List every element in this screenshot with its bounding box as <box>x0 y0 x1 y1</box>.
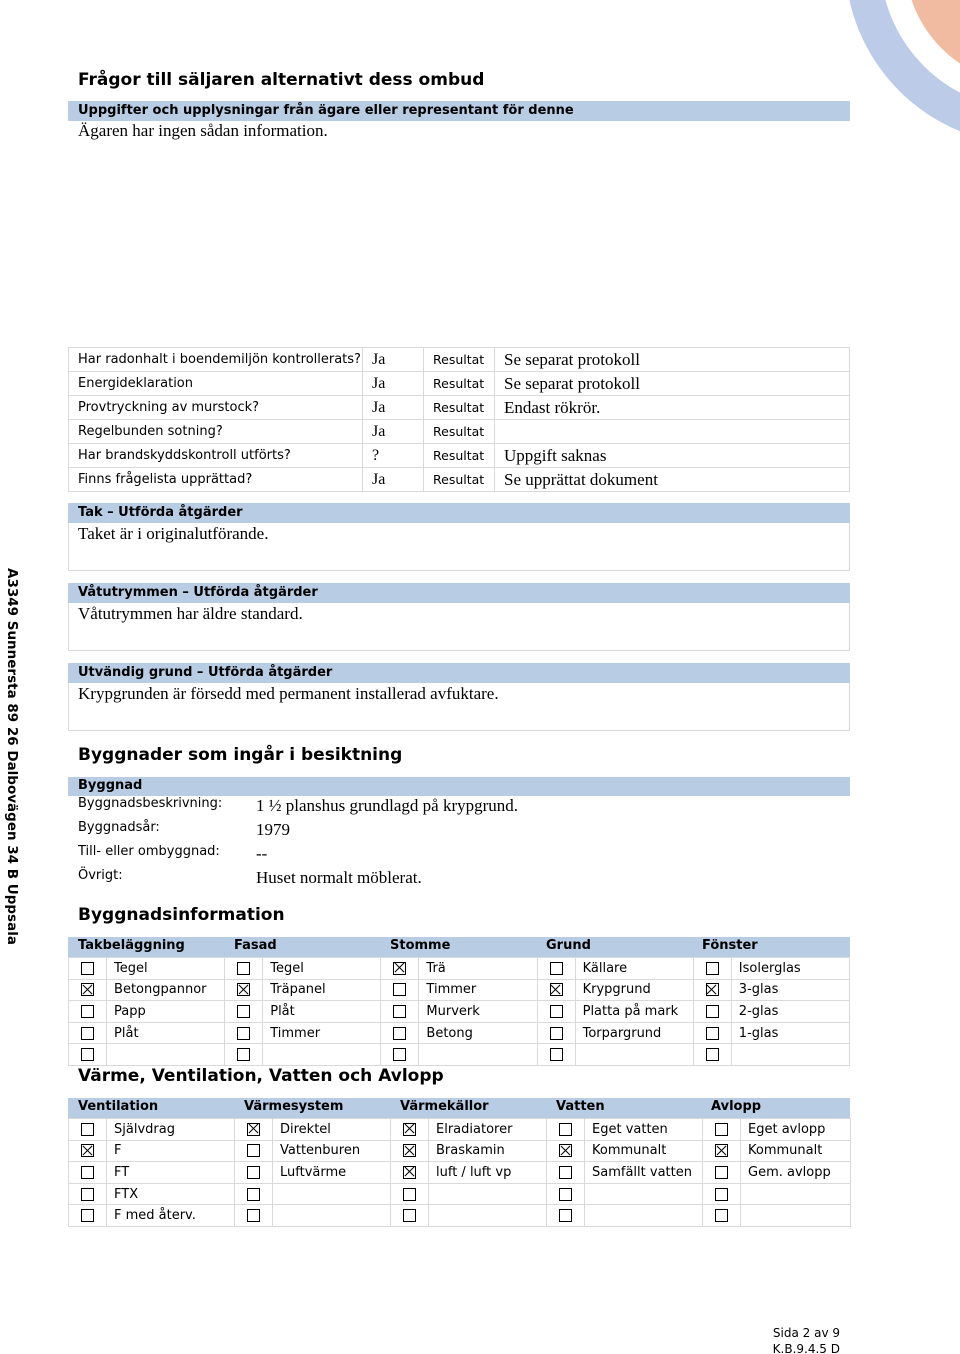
checkbox-cell <box>381 979 419 1001</box>
option-label: Plåt <box>107 1022 225 1044</box>
checkbox-cell <box>693 1001 731 1023</box>
checkbox-cell <box>225 1001 263 1023</box>
column-header: Fasad <box>234 938 277 953</box>
building-info-grid <box>68 957 850 1066</box>
checkbox-cell <box>69 1022 107 1044</box>
table-row <box>69 979 850 1001</box>
unchecked-checkbox[interactable] <box>715 1123 728 1136</box>
building-year-row <box>78 820 160 842</box>
checkbox-cell <box>703 1162 741 1184</box>
building-info-title: Byggnadsinformation <box>78 905 285 925</box>
table-row <box>69 468 850 492</box>
foundation-box <box>68 683 850 731</box>
option-label: Tegel <box>107 958 225 980</box>
option-label: Vattenburen <box>273 1140 391 1162</box>
column-header: Grund <box>546 938 591 953</box>
checkbox-cell <box>391 1119 429 1141</box>
question-answer: Ja <box>363 396 424 420</box>
checkbox-cell <box>693 958 731 980</box>
checked-checkbox[interactable] <box>247 1123 260 1136</box>
checked-checkbox[interactable] <box>403 1144 416 1157</box>
unchecked-checkbox[interactable] <box>706 1027 719 1040</box>
checkbox-cell <box>235 1183 273 1205</box>
page-title: Frågor till säljaren alternativt dess ombud <box>78 70 485 90</box>
unchecked-checkbox[interactable] <box>81 1123 94 1136</box>
checkbox-cell <box>703 1183 741 1205</box>
option-label: FTX <box>107 1183 235 1205</box>
option-label <box>585 1183 703 1205</box>
checkbox-cell <box>69 1119 107 1141</box>
unchecked-checkbox[interactable] <box>559 1188 572 1201</box>
result-label: Resultat <box>424 348 495 372</box>
unchecked-checkbox[interactable] <box>81 1005 94 1018</box>
table-row <box>69 1022 850 1044</box>
heating-title: Värme, Ventilation, Vatten och Avlopp <box>78 1066 444 1086</box>
checked-checkbox[interactable] <box>706 983 719 996</box>
option-label: Betongpannor <box>107 979 225 1001</box>
checkbox-cell <box>391 1205 429 1227</box>
wetroom-text: Våtutrymmen har äldre standard. <box>78 604 303 623</box>
roof-box <box>68 523 850 571</box>
unchecked-checkbox[interactable] <box>550 1005 563 1018</box>
unchecked-checkbox[interactable] <box>393 983 406 996</box>
result-label: Resultat <box>424 444 495 468</box>
question-label: Regelbunden sotning? <box>69 420 363 444</box>
checkbox-cell <box>235 1119 273 1141</box>
checkbox-cell <box>235 1205 273 1227</box>
option-label: 3-glas <box>731 979 849 1001</box>
unchecked-checkbox[interactable] <box>237 1027 250 1040</box>
table-row <box>69 372 850 396</box>
unchecked-checkbox[interactable] <box>81 1209 94 1222</box>
option-label: Tegel <box>263 958 381 980</box>
table-row <box>69 1205 851 1227</box>
unchecked-checkbox[interactable] <box>393 1005 406 1018</box>
checkbox-cell <box>381 958 419 980</box>
question-answer: Ja <box>363 420 424 444</box>
checkbox-cell <box>69 958 107 980</box>
checkbox-cell <box>537 979 575 1001</box>
checkbox-cell <box>547 1162 585 1184</box>
unchecked-checkbox[interactable] <box>706 1048 719 1061</box>
unchecked-checkbox[interactable] <box>81 962 94 975</box>
option-label <box>731 1044 849 1066</box>
building-field-value: -- <box>256 844 268 863</box>
option-label <box>419 1044 537 1066</box>
checkbox-cell <box>703 1140 741 1162</box>
checkbox-cell <box>547 1183 585 1205</box>
result-label: Resultat <box>424 420 495 444</box>
unchecked-checkbox[interactable] <box>247 1209 260 1222</box>
checkbox-cell <box>69 1183 107 1205</box>
option-label <box>429 1205 547 1227</box>
result-value: Se upprättat dokument <box>495 468 850 492</box>
unchecked-checkbox[interactable] <box>247 1166 260 1179</box>
question-label: Energideklaration <box>69 372 363 396</box>
column-header: Fönster <box>702 938 758 953</box>
unchecked-checkbox[interactable] <box>393 1048 406 1061</box>
checkbox-cell <box>547 1119 585 1141</box>
checked-checkbox[interactable] <box>81 1144 94 1157</box>
checkbox-cell <box>69 1162 107 1184</box>
result-value: Endast rökrör. <box>495 396 850 420</box>
checkbox-cell <box>235 1162 273 1184</box>
unchecked-checkbox[interactable] <box>403 1188 416 1201</box>
checkbox-cell <box>69 1205 107 1227</box>
option-label: FT <box>107 1162 235 1184</box>
option-label: 1-glas <box>731 1022 849 1044</box>
result-value: Se separat protokoll <box>495 348 850 372</box>
unchecked-checkbox[interactable] <box>715 1188 728 1201</box>
checked-checkbox[interactable] <box>559 1144 572 1157</box>
option-label: Timmer <box>263 1022 381 1044</box>
seller-questions-table <box>68 347 850 492</box>
checkbox-cell <box>381 1001 419 1023</box>
unchecked-checkbox[interactable] <box>237 1005 250 1018</box>
option-label: Elradiatorer <box>429 1119 547 1141</box>
building-description-row <box>78 796 222 818</box>
table-row <box>69 1119 851 1141</box>
heating-header <box>68 1098 850 1118</box>
checkbox-cell <box>225 1044 263 1066</box>
unchecked-checkbox[interactable] <box>559 1123 572 1136</box>
checkbox-cell <box>381 1022 419 1044</box>
wetroom-box <box>68 603 850 651</box>
foundation-header: Utvändig grund – Utförda åtgärder <box>68 663 850 683</box>
question-label: Finns frågelista upprättad? <box>69 468 363 492</box>
checkbox-cell <box>547 1140 585 1162</box>
checkbox-cell <box>537 1022 575 1044</box>
unchecked-checkbox[interactable] <box>81 1048 94 1061</box>
table-row <box>69 444 850 468</box>
checkbox-cell <box>547 1205 585 1227</box>
unchecked-checkbox[interactable] <box>550 1048 563 1061</box>
option-label: Kommunalt <box>741 1140 851 1162</box>
checkbox-cell <box>391 1183 429 1205</box>
unchecked-checkbox[interactable] <box>550 1027 563 1040</box>
checkbox-cell <box>69 1001 107 1023</box>
question-label: Har brandskyddskontroll utförts? <box>69 444 363 468</box>
table-row <box>69 348 850 372</box>
side-address-label: A3349 Sunnersta 89 26 Dalbovägen 34 B Uppsala <box>4 568 20 945</box>
table-row <box>69 1183 851 1205</box>
table-row <box>69 420 850 444</box>
table-row <box>69 1140 851 1162</box>
option-label: Krypgrund <box>575 979 693 1001</box>
option-label: Luftvärme <box>273 1162 391 1184</box>
checkbox-cell <box>69 979 107 1001</box>
checkbox-cell <box>703 1205 741 1227</box>
column-header: Avlopp <box>711 1099 762 1114</box>
unchecked-checkbox[interactable] <box>247 1144 260 1157</box>
checked-checkbox[interactable] <box>403 1166 416 1179</box>
option-label: Papp <box>107 1001 225 1023</box>
option-label <box>585 1205 703 1227</box>
building-field-value: 1 ½ planshus grundlagd på krypgrund. <box>256 796 519 815</box>
question-answer: ? <box>363 444 424 468</box>
question-answer: Ja <box>363 372 424 396</box>
checked-checkbox[interactable] <box>393 962 406 975</box>
unchecked-checkbox[interactable] <box>715 1209 728 1222</box>
unchecked-checkbox[interactable] <box>559 1209 572 1222</box>
option-label: 2-glas <box>731 1001 849 1023</box>
option-label: Braskamin <box>429 1140 547 1162</box>
checked-checkbox[interactable] <box>81 983 94 996</box>
question-answer: Ja <box>363 468 424 492</box>
option-label: Träpanel <box>263 979 381 1001</box>
option-label <box>263 1044 381 1066</box>
checkbox-cell <box>69 1140 107 1162</box>
result-label: Resultat <box>424 396 495 420</box>
result-label: Resultat <box>424 468 495 492</box>
unchecked-checkbox[interactable] <box>403 1209 416 1222</box>
unchecked-checkbox[interactable] <box>706 962 719 975</box>
checkbox-cell <box>225 1022 263 1044</box>
document-code: K.B.9.4.5 D <box>772 1342 840 1354</box>
building-other-row <box>78 868 123 890</box>
option-label: Eget vatten <box>585 1119 703 1141</box>
checkbox-cell <box>703 1119 741 1141</box>
checkbox-cell <box>693 1044 731 1066</box>
building-field-label: Övrigt: <box>78 868 123 883</box>
checkbox-cell <box>537 1044 575 1066</box>
checkbox-cell <box>693 979 731 1001</box>
checked-checkbox[interactable] <box>715 1144 728 1157</box>
result-value: Uppgift saknas <box>495 444 850 468</box>
checkbox-cell <box>537 1001 575 1023</box>
option-label: Plåt <box>263 1001 381 1023</box>
roof-text: Taket är i originalutförande. <box>78 524 269 543</box>
checkbox-cell <box>693 1022 731 1044</box>
checkbox-cell <box>381 1044 419 1066</box>
building-info-header <box>68 937 850 957</box>
option-label: Platta på mark <box>575 1001 693 1023</box>
option-label <box>429 1183 547 1205</box>
checkbox-cell <box>537 958 575 980</box>
option-label <box>741 1205 851 1227</box>
owner-info-text: Ägaren har ingen sådan information. <box>78 121 328 140</box>
result-value <box>495 420 850 444</box>
table-row <box>69 958 850 980</box>
checked-checkbox[interactable] <box>403 1123 416 1136</box>
option-label: Isolerglas <box>731 958 849 980</box>
checkbox-cell <box>225 979 263 1001</box>
option-label: Torpargrund <box>575 1022 693 1044</box>
column-header: Takbeläggning <box>78 938 185 953</box>
unchecked-checkbox[interactable] <box>81 1166 94 1179</box>
column-header: Värmesystem <box>244 1099 344 1114</box>
checkbox-cell <box>235 1140 273 1162</box>
unchecked-checkbox[interactable] <box>237 962 250 975</box>
result-label: Resultat <box>424 372 495 396</box>
option-label <box>107 1044 225 1066</box>
option-label: Gem. avlopp <box>741 1162 851 1184</box>
column-header: Ventilation <box>78 1099 159 1114</box>
option-label: Självdrag <box>107 1119 235 1141</box>
column-header: Stomme <box>390 938 451 953</box>
unchecked-checkbox[interactable] <box>81 1188 94 1201</box>
column-header: Värmekällor <box>400 1099 489 1114</box>
option-label: Timmer <box>419 979 537 1001</box>
checkbox-cell <box>391 1162 429 1184</box>
unchecked-checkbox[interactable] <box>706 1005 719 1018</box>
option-label: luft / luft vp <box>429 1162 547 1184</box>
heating-grid <box>68 1118 851 1227</box>
checkbox-cell <box>69 1044 107 1066</box>
table-row <box>69 1001 850 1023</box>
question-label: Har radonhalt i boendemiljön kontrollerats? <box>69 348 363 372</box>
option-label <box>575 1044 693 1066</box>
table-row <box>69 396 850 420</box>
option-label: Direktel <box>273 1119 391 1141</box>
page-number: Sida 2 av 9 <box>772 1326 840 1340</box>
checkbox-cell <box>391 1140 429 1162</box>
question-answer: Ja <box>363 348 424 372</box>
unchecked-checkbox[interactable] <box>247 1188 260 1201</box>
owner-info-header: Uppgifter och upplysningar från ägare eller representant för denne <box>68 101 850 121</box>
option-label: Kommunalt <box>585 1140 703 1162</box>
building-extension-row <box>78 844 220 866</box>
option-label: Eget avlopp <box>741 1119 851 1141</box>
option-label: Betong <box>419 1022 537 1044</box>
building-field-value: 1979 <box>256 820 290 839</box>
result-value: Se separat protokoll <box>495 372 850 396</box>
checkbox-cell <box>225 958 263 980</box>
option-label: Samfällt vatten <box>585 1162 703 1184</box>
question-label: Provtryckning av murstock? <box>69 396 363 420</box>
table-row <box>69 1044 850 1066</box>
building-field-value: Huset normalt möblerat. <box>256 868 422 887</box>
building-field-label: Byggnadsbeskrivning: <box>78 796 223 811</box>
wetroom-header: Våtutrymmen – Utförda åtgärder <box>68 583 850 603</box>
option-label: F med återv. <box>107 1205 235 1227</box>
option-label: F <box>107 1140 235 1162</box>
building-field-label: Byggnadsår: <box>78 820 160 835</box>
decorative-corner-graphic <box>830 0 960 145</box>
unchecked-checkbox[interactable] <box>559 1166 572 1179</box>
buildings-title: Byggnader som ingår i besiktning <box>78 745 403 765</box>
option-label: Trä <box>419 958 537 980</box>
building-header: Byggnad <box>68 777 850 796</box>
option-label: Murverk <box>419 1001 537 1023</box>
building-field-label: Till- eller ombyggnad: <box>78 844 220 859</box>
unchecked-checkbox[interactable] <box>715 1166 728 1179</box>
option-label: Källare <box>575 958 693 980</box>
option-label <box>273 1183 391 1205</box>
table-row <box>69 1162 851 1184</box>
checked-checkbox[interactable] <box>237 983 250 996</box>
checked-checkbox[interactable] <box>550 983 563 996</box>
column-header: Vatten <box>556 1099 605 1114</box>
foundation-text: Krypgrunden är försedd med permanent installerad avfuktare. <box>78 684 499 703</box>
unchecked-checkbox[interactable] <box>81 1027 94 1040</box>
roof-header: Tak – Utförda åtgärder <box>68 503 850 523</box>
unchecked-checkbox[interactable] <box>237 1048 250 1061</box>
unchecked-checkbox[interactable] <box>550 962 563 975</box>
unchecked-checkbox[interactable] <box>393 1027 406 1040</box>
option-label <box>741 1183 851 1205</box>
option-label <box>273 1205 391 1227</box>
